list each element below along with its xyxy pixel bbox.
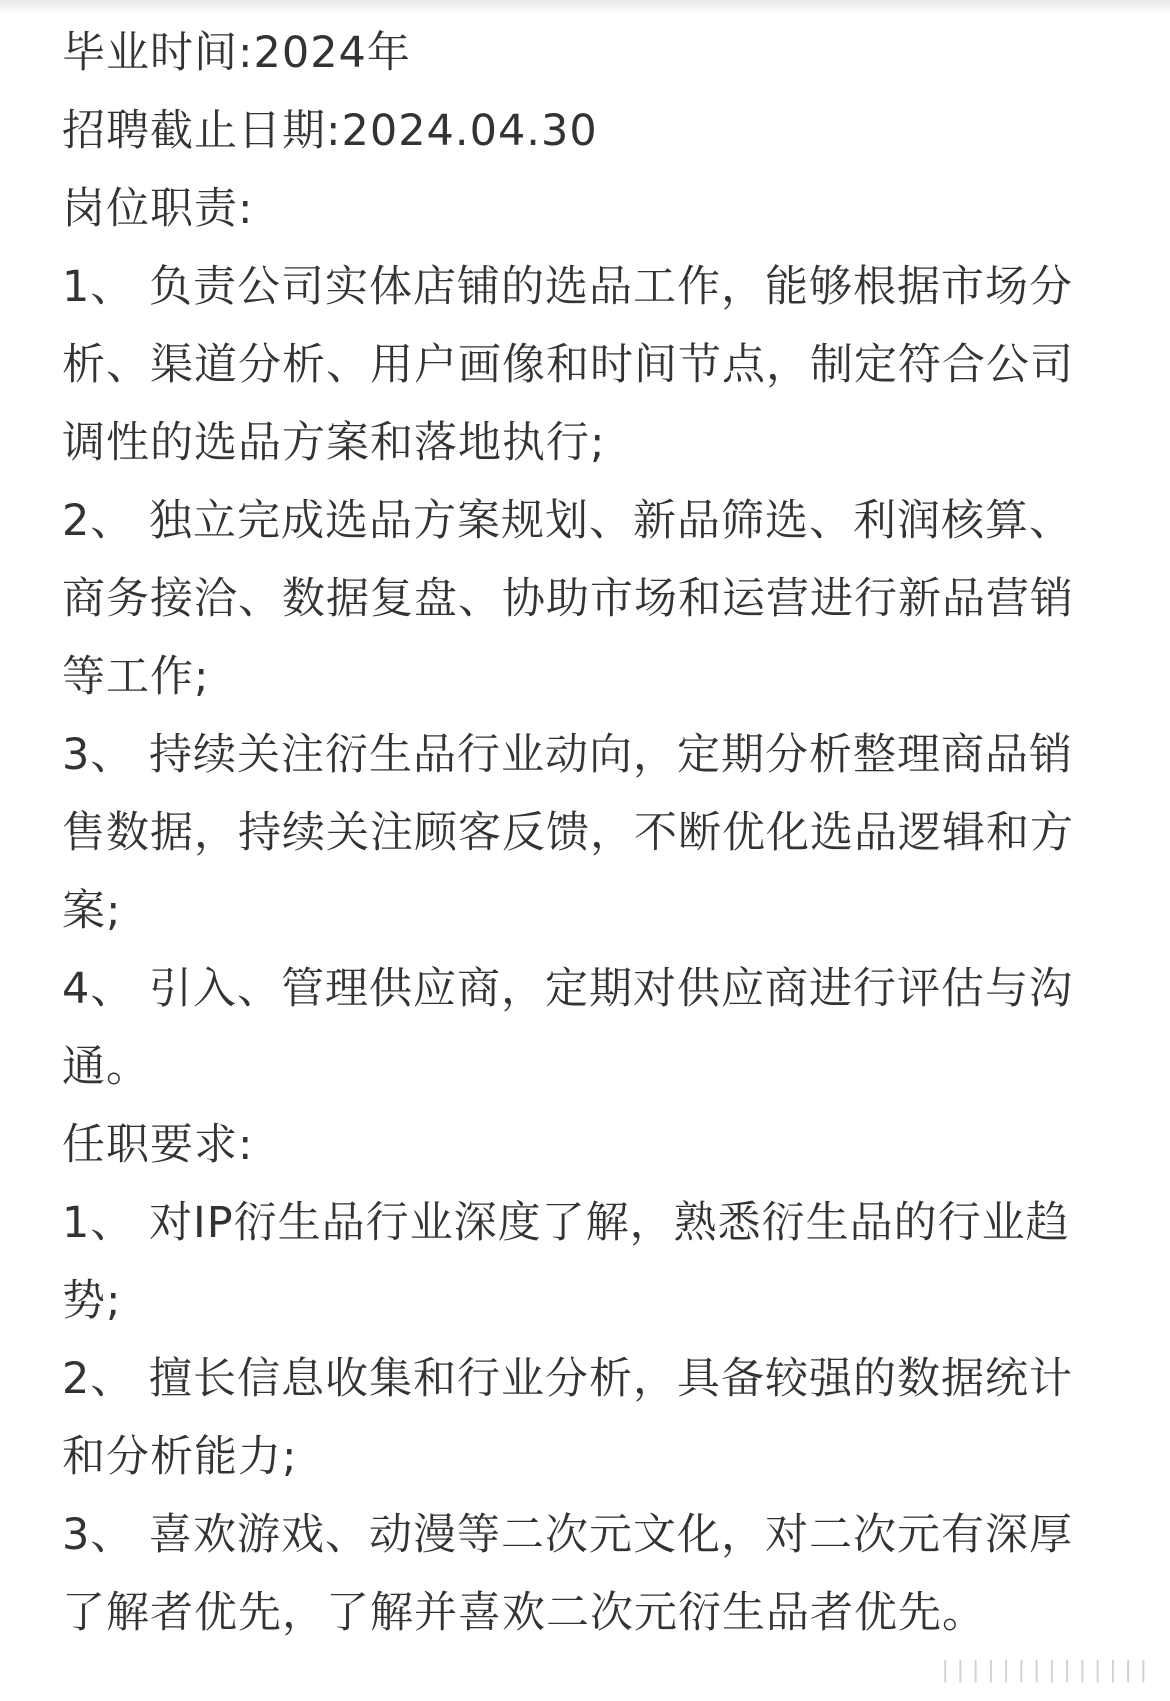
requirements-list [62, 1184, 1112, 1652]
requirements-heading: 任职要求: [62, 1120, 254, 1170]
responsibility-line: 案; [62, 886, 122, 936]
responsibility-line: 3、 持续关注衍生品行业动向，定期分析整理商品销 [62, 730, 1074, 780]
job-description [62, 14, 1112, 1652]
application-deadline: 招聘截止日期:2024.04.30 [62, 106, 598, 156]
responsibility-line: 等工作; [62, 652, 210, 702]
requirement-line: 了解者优先，了解并喜欢二次元衍生品者优先。 [62, 1588, 986, 1638]
responsibility-line: 售数据，持续关注顾客反馈，不断优化选品逻辑和方 [62, 808, 1074, 858]
requirement-line: 1、 对IP衍生品行业深度了解，熟悉衍生品的行业趋 [62, 1198, 1070, 1248]
requirement-line: 3、 喜欢游戏、动漫等二次元文化，对二次元有深厚 [62, 1510, 1074, 1560]
responsibility-line: 通。 [62, 1042, 150, 1092]
requirement-line: 势; [62, 1276, 122, 1326]
requirement-line: 2、 擅长信息收集和行业分析，具备较强的数据统计 [62, 1354, 1074, 1404]
graduation-time: 毕业时间:2024年 [62, 28, 411, 78]
top-shadow [0, 0, 1170, 14]
responsibility-line: 2、 独立完成选品方案规划、新品筛选、利润核算、 [62, 496, 1074, 546]
watermark: |||||||||||||| [938, 1658, 1152, 1683]
responsibility-line: 调性的选品方案和落地执行; [62, 418, 606, 468]
responsibility-line: 1、 负责公司实体店铺的选品工作，能够根据市场分 [62, 262, 1074, 312]
requirement-line: 和分析能力; [62, 1432, 298, 1482]
responsibilities-heading: 岗位职责: [62, 184, 254, 234]
responsibilities-list [62, 248, 1112, 1106]
responsibility-line: 4、 引入、管理供应商，定期对供应商进行评估与沟 [62, 964, 1074, 1014]
responsibility-line: 析、渠道分析、用户画像和时间节点，制定符合公司 [62, 340, 1074, 390]
responsibility-line: 商务接洽、数据复盘、协助市场和运营进行新品营销 [62, 574, 1074, 624]
